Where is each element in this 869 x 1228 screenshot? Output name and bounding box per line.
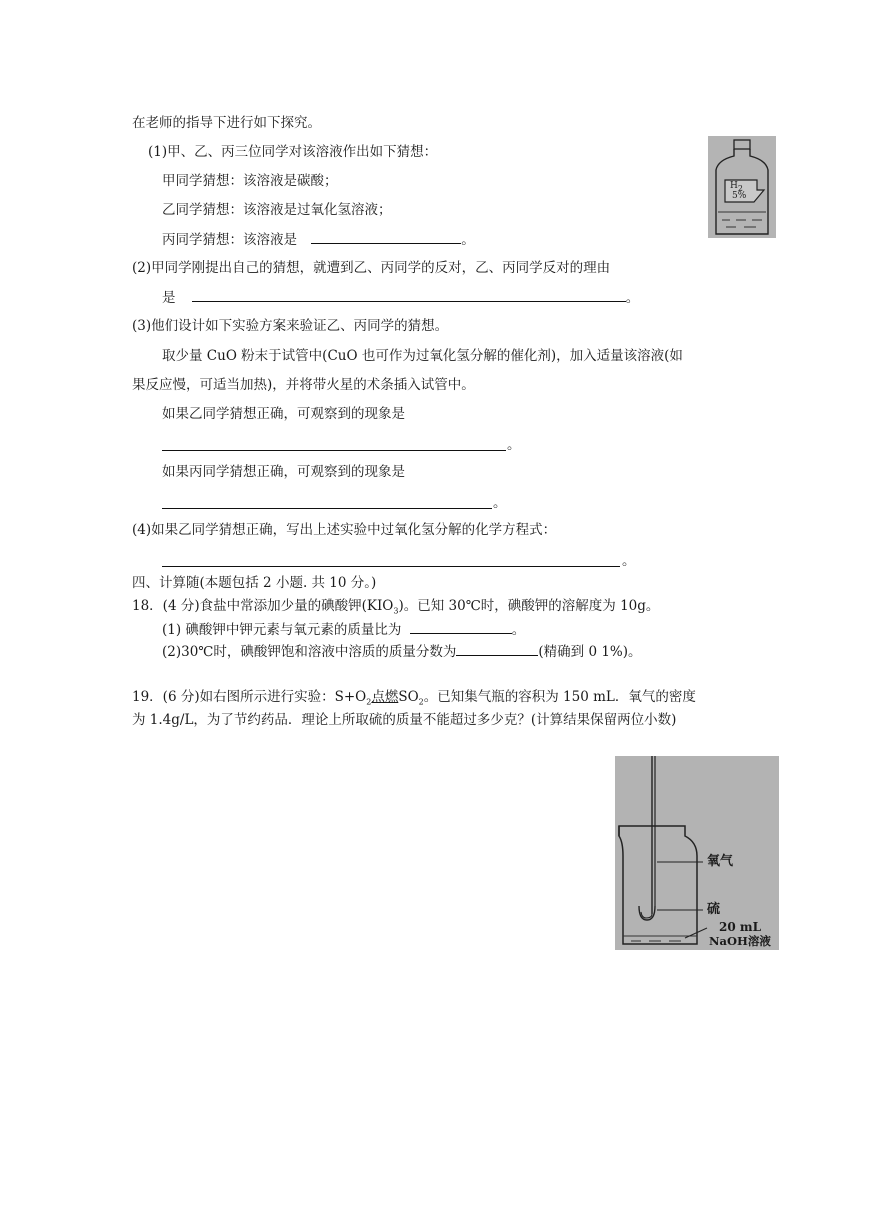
q3-stem: (3)他们设计如下实验方案来验证乙、丙同学的猜想。 [132,318,449,334]
q2-stem: (2)甲同学刚提出自己的猜想，就遭到乙、丙同学的反对，乙、丙同学反对的理由 [132,260,611,276]
answer-blank-bing-phenomenon[interactable] [162,508,492,509]
q18-p2-end: (精确到 0 1%)。 [538,644,642,660]
label-oxygen: 氧气 [707,854,734,869]
answer-blank-mass-fraction[interactable] [456,642,538,656]
q18-part-2 [162,642,642,661]
gas-jar-figure [615,756,779,950]
section-heading: 四、计算随(本题包括 2 小题. 共 10 分。) [132,575,377,591]
q4-end: 。 [622,553,636,569]
q4-stem: (4)如果乙同学猜想正确，写出上述实验中过氧化氢分解的化学方程式： [132,522,557,538]
q1-guess-bing [162,230,475,249]
q18-p2-text: (2)30℃时，碘酸钾饱和溶液中溶质的质量分数为 [162,644,457,660]
bottle-label-formula: $H_2$ [730,181,743,193]
q18-p1-end: 。 [511,622,526,638]
q19-line-2: 为 1.4g/L，为了节约药品．理论上所取硫的质量不能超过多少克？(计算结果保留两位小数) [132,712,677,728]
answer-blank-reason[interactable] [192,288,626,302]
q3-if-bing: 如果丙同学猜想正确，可观察到的现象是 [162,464,405,480]
q1-guess-jia: 甲同学猜想：该溶液是碳酸； [162,173,338,189]
label-sulfur: 硫 [707,902,721,917]
q3-yi-end: 。 [507,437,521,453]
q18-p1-text: (1) 碘酸钾中钾元素与氧元素的质量比为 [162,622,402,638]
reaction-condition: 点燃 [371,689,399,705]
label-naoh-solution: NaOH溶液 [709,934,771,948]
answer-blank-mass-ratio[interactable] [410,620,512,634]
bottle-label-percent: 5% [732,191,747,201]
answer-blank-equation[interactable] [162,566,620,567]
q3-if-yi: 如果乙同学猜想正确，可观察到的现象是 [162,406,405,422]
q18-part-1 [162,620,525,639]
q3-body-2: 果反应慢，可适当加热)，并将带火星的术条插入试管中。 [132,377,475,393]
reagent-bottle-figure [708,136,776,238]
q2-shi: 是 [162,290,176,306]
q1-end: 。 [461,232,475,248]
label-volume: 20 mL [719,920,762,934]
answer-blank-bing[interactable] [311,230,461,244]
answer-blank-yi-phenomenon[interactable] [162,450,506,451]
q2-answer-line [162,288,639,307]
q1-stem: (1)甲、乙、丙三位同学对该溶液作出如下猜想： [148,144,438,160]
intro-text: 在老师的指导下进行如下探究。 [132,115,321,131]
q3-body-1: 取少量 CuO 粉末于试管中(CuO 也可作为过氧化氢分解的催化剂)，加入适量该溶液(如 [162,348,683,364]
q2-end: 。 [625,290,640,306]
q1-guess-yi: 乙同学猜想：该溶液是过氧化氢溶液； [162,202,392,218]
q1-guess-bing-label: 丙同学猜想：该溶液是 [162,232,297,248]
q3-bing-end: 。 [493,495,507,511]
q19-line-1: 19．(6 分)如右图所示进行实验：$S+O_2$点燃$SO_2$。已知集气瓶的容积为 150 mL．氧气的密度 [132,689,696,707]
q18-stem: 18．(4 分)食盐中常添加少量的碘酸钾$(KIO_3)$。已知 30℃时，碘酸钾的溶解度为 10g。 [132,598,660,616]
